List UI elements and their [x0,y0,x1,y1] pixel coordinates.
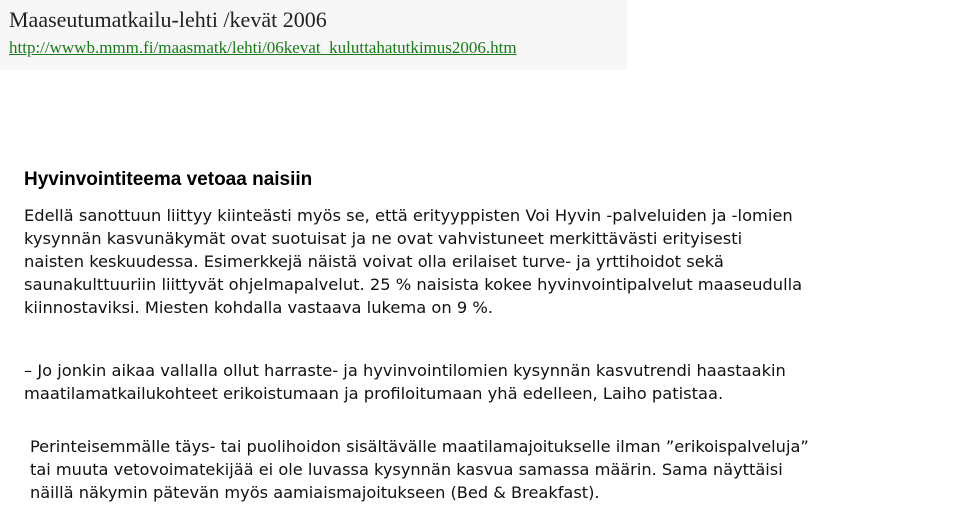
text-line: Perinteisemmälle täys- tai puolihoidon sisältävälle maatilamajoitukselle ilman ”erikoispalveluja” [30,437,809,456]
source-header [0,0,627,70]
text-line: Edellä sanottuun liittyy kiinteästi myös se, että erityyppisten Voi Hyvin -palveluiden ja -lomien [24,206,793,225]
paragraph-1 [24,204,802,319]
paragraph-2 [24,359,786,405]
text-line: näillä näkymin pätevän myös aamiaismajoitukseen (Bed & Breakfast). [30,483,600,502]
article-heading: Hyvinvointiteema vetoaa naisiin [24,169,313,190]
text-line: tai muuta vetovoimatekijää ei ole luvassa kysynnän kasvua samassa määrin. Sama näyttäisi [30,460,783,479]
text-line: maatilamatkailukohteet erikoistumaan ja profiloitumaan yhä edelleen, Laiho patistaa. [24,384,724,403]
source-url-link[interactable]: http://wwwb.mmm.fi/maasmatk/lehti/06kevat_kuluttahatutkimus2006.htm [9,38,517,57]
text-line: saunakulttuuriin liittyvät ohjelmapalvelut. 25 % naisista kokee hyvinvointipalvelut maaseudulla [24,275,803,294]
text-line: kysynnän kasvunäkymät ovat suotuisat ja ne ovat vahvistuneet merkittävästi erityisesti [24,229,743,248]
text-line: kiinnostaviksi. Miesten kohdalla vastaava lukema on 9 %. [24,298,494,317]
text-line: – Jo jonkin aikaa vallalla ollut harraste- ja hyvinvointilomien kysynnän kasvutrendi haastaakin [24,361,786,380]
text-line: naisten keskuudessa. Esimerkkejä näistä voivat olla erilaiset turve- ja yrttihoidot sekä [24,252,724,271]
source-title: Maaseutumatkailu-lehti /kevät 2006 [9,7,327,32]
paragraph-3 [30,435,809,504]
